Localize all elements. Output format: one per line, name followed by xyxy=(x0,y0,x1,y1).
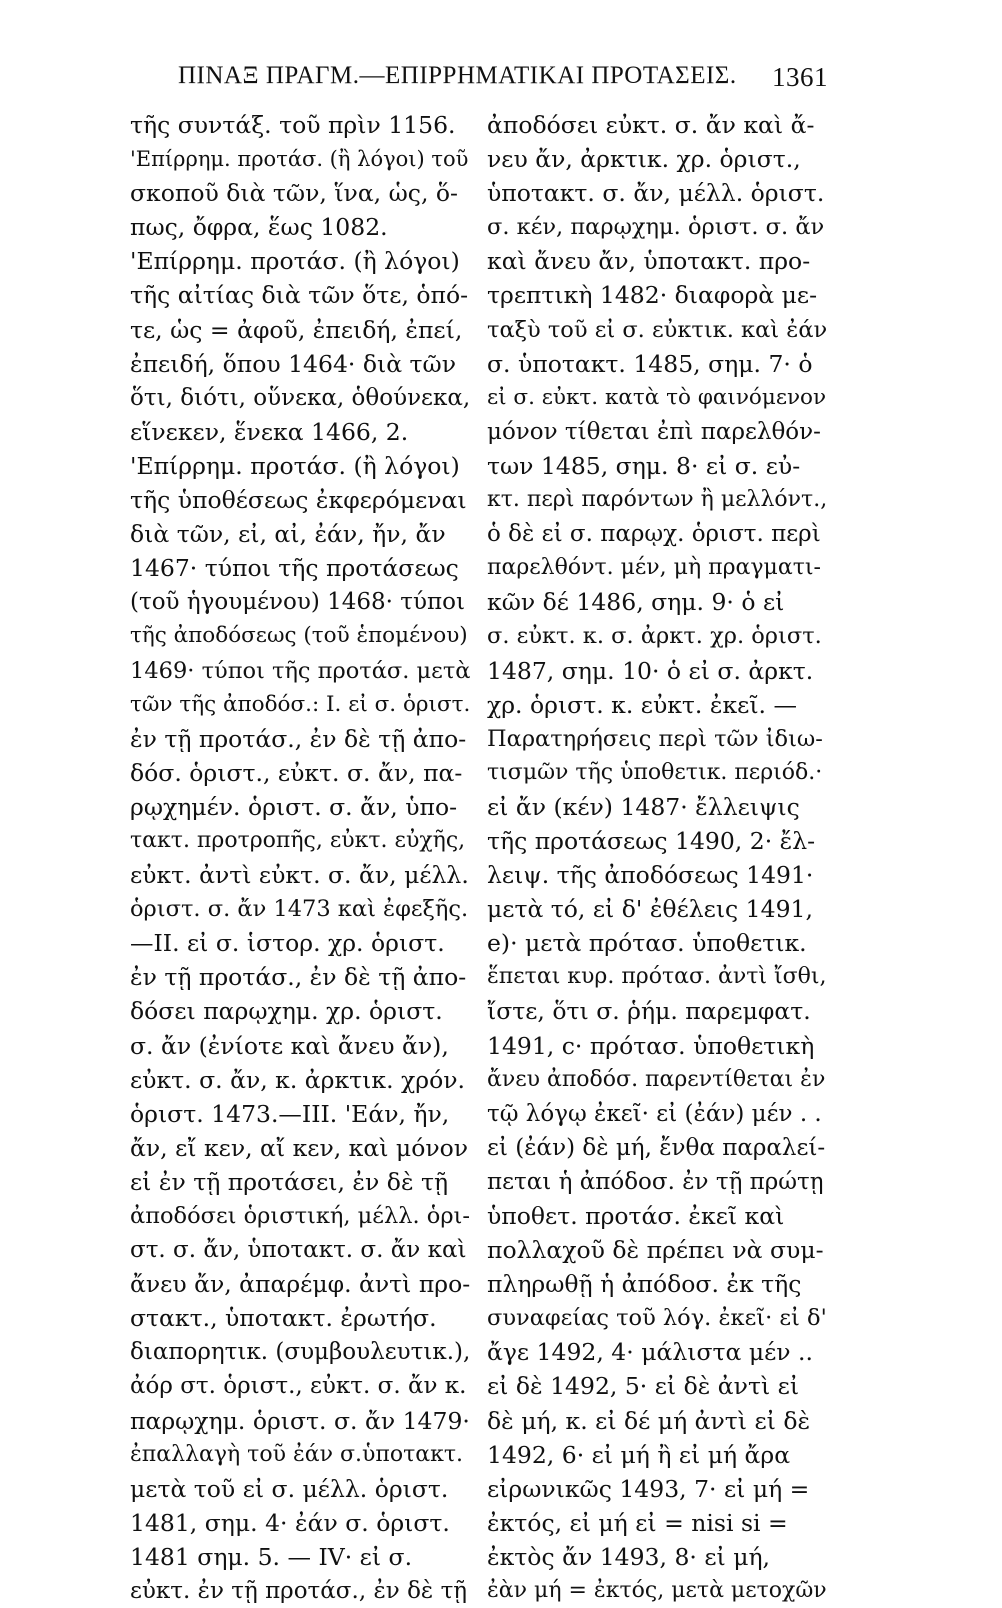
text-line: τῷ λόγῳ ἐκεῖ· εἰ (ἐάν) μέν . . xyxy=(487,1100,822,1127)
text-line: εἰρωνικῶς 1493, 7· εἰ μή = xyxy=(487,1474,810,1503)
text-line: εἰ σ. εὐκτ. κατὰ τὸ φαινόμενον xyxy=(487,384,827,410)
text-line: νευ ἄν, ἀρκτικ. χρ. ὁριστ., xyxy=(487,145,801,174)
text-line: μόνον τίθεται ἐπὶ παρελθόν- xyxy=(487,418,821,445)
text-line: ἐν τῇ προτάσ., ἐν δὲ τῇ ἀπο- xyxy=(130,963,467,992)
text-line: τῆς συντάξ. τοῦ πρὶν 1156. xyxy=(130,111,456,139)
text-line: δὲ μή, κ. εἰ δέ μή ἀντὶ εἰ δὲ xyxy=(487,1406,811,1435)
text-line: ἐὰν μή = ἐκτός, μετὰ μετοχῶν xyxy=(487,1578,827,1604)
text-line: σ. κέν, παρῳχημ. ὁριστ. σ. ἄν xyxy=(487,214,825,241)
text-line: στακτ., ὑποτακτ. ἐρωτήσ. xyxy=(130,1304,437,1333)
text-line: ἴστε, ὅτι σ. ῥήμ. παρεμφατ. xyxy=(487,997,811,1026)
text-line: εὐκτ. σ. ἄν, κ. ἀρκτικ. χρόν. xyxy=(130,1065,465,1094)
text-line: τε, ὡς = ἀφοῦ, ἐπειδή, ἐπεί, xyxy=(130,315,463,344)
running-title: ΠΙΝΑΞ ΠΡΑΓΜ.—ΕΠΙΡΡΗΜΑΤΙΚΑΙ ΠΡΟΤΑΣΕΙΣ. xyxy=(178,62,737,89)
left-column xyxy=(130,108,470,1608)
text-line: σκοποῦ διὰ τῶν, ἵνα, ὡς, ὅ- xyxy=(130,179,458,208)
text-line: λειψ. τῆς ἀποδόσεως 1491· xyxy=(487,861,814,890)
text-line: κτ. περὶ παρόντων ἢ μελλόντ., xyxy=(487,487,828,513)
text-line: τισμῶν τῆς ὑποθετικ. περιόδ.· xyxy=(487,759,823,785)
text-line: εὐκτ. ἀντὶ εὐκτ. σ. ἄν, μέλλ. xyxy=(130,861,469,890)
page-number: 1361 xyxy=(772,62,828,92)
text-line: καὶ ἄνευ ἄν, ὑποτακτ. προ- xyxy=(487,247,811,276)
text-line: ὁριστ. 1473.—III. 'Εάν, ἤν, xyxy=(130,1099,450,1128)
text-line: παρελθόντ. μέν, μὴ πραγματι- xyxy=(487,555,821,581)
text-line: ὅτι, διότι, οὕνεκα, ὁθούνεκα, xyxy=(130,384,471,411)
text-line: ρῳχημέν. ὁριστ. σ. ἄν, ὑπο- xyxy=(130,792,458,821)
text-line: ἐπαλλαγὴ τοῦ ἐάν σ.ὑποτακτ. xyxy=(130,1441,464,1467)
right-column xyxy=(487,108,827,1608)
text-line: εὐκτ. ἐν τῇ προτάσ., ἐν δὲ τῇ xyxy=(130,1578,468,1605)
text-line: των 1485, σημ. 8· εἰ σ. εὐ- xyxy=(487,451,801,480)
text-line: ἀποδόσει ὁριστική, μέλλ. ὁρι- xyxy=(130,1203,470,1229)
text-line: —II. εἰ σ. ἱστορ. χρ. ὁριστ. xyxy=(130,929,445,958)
text-line: χρ. ὁριστ. κ. εὐκτ. ἐκεῖ. — xyxy=(487,690,797,719)
text-line: 1467· τύποι τῆς προτάσεως xyxy=(130,554,459,583)
text-line: 1487, σημ. 10· ὁ εἰ σ. ἀρκτ. xyxy=(487,656,814,685)
text-line: ὑποτακτ. σ. ἄν, μέλλ. ὁριστ. xyxy=(487,179,825,208)
text-line: σ. ὑποτακτ. 1485, σημ. 7· ὁ xyxy=(487,349,813,378)
text-line: εἰ δὲ 1492, 5· εἰ δὲ ἀντὶ εἰ xyxy=(487,1372,800,1401)
text-line: 'Επίρρημ. προτάσ. (ἢ λόγοι) xyxy=(130,451,460,480)
text-line: δόσ. ὁριστ., εὐκτ. σ. ἄν, πα- xyxy=(130,758,463,787)
text-line: διὰ τῶν, εἰ, αἰ, ἐάν, ἤν, ἄν xyxy=(130,520,446,549)
text-line: ταξὺ τοῦ εἰ σ. εὐκτικ. καὶ ἐάν xyxy=(487,316,828,343)
text-line: ἄνευ ἀποδόσ. παρεντίθεται ἐν xyxy=(487,1066,826,1092)
text-line: 1481, σημ. 4· ἐάν σ. ὁριστ. xyxy=(130,1508,450,1537)
text-line: τῆς ἀποδόσεως (τοῦ ἑπομένου) xyxy=(130,623,468,649)
text-line: στ. σ. ἄν, ὑποτακτ. σ. ἄν καὶ xyxy=(130,1237,467,1264)
text-line: ἀόρ στ. ὁριστ., εὐκτ. σ. ἄν κ. xyxy=(130,1373,467,1400)
text-line: εἰ (ἐάν) δὲ μή, ἔνθα παραλεί- xyxy=(487,1134,826,1161)
text-line: ὑποθετ. προτάσ. ἐκεῖ καὶ xyxy=(487,1202,785,1230)
text-line: 'Επίρρημ. προτάσ. (ἢ λόγοι) τοῦ xyxy=(130,147,469,172)
text-line: (τοῦ ἡγουμένου) 1468· τύποι xyxy=(130,589,465,616)
text-line: εἰ ἐν τῇ προτάσει, ἐν δὲ τῇ xyxy=(130,1167,449,1196)
page-header xyxy=(178,62,828,102)
text-line: διαπορητικ. (συμβουλευτικ.), xyxy=(130,1339,471,1366)
text-line: τρεπτικὴ 1482· διαφορὰ με- xyxy=(487,281,818,310)
text-line: 1469· τύποι τῆς προτάσ. μετὰ xyxy=(130,657,471,684)
text-line: e)· μετὰ πρότασ. ὑποθετικ. xyxy=(487,929,807,958)
text-line: κῶν δέ 1486, σημ. 9· ὁ εἰ xyxy=(487,588,785,617)
text-line: σ. ἄν (ἐνίοτε καὶ ἄνευ ἄν), xyxy=(130,1031,449,1060)
text-line: πεται ἡ ἀπόδοσ. ἐν τῇ πρώτῃ xyxy=(487,1168,824,1195)
text-line: τῆς προτάσεως 1490, 2· ἔλ- xyxy=(487,826,816,855)
text-line: ἄγε 1492, 4· μάλιστα μέν .. xyxy=(487,1338,813,1367)
text-line: σ. εὐκτ. κ. σ. ἀρκτ. χρ. ὁριστ. xyxy=(487,623,822,650)
text-line: ἐκτὸς ἄν 1493, 8· εἰ μή, xyxy=(487,1542,771,1571)
text-line: ἐν τῇ προτάσ., ἐν δὲ τῇ ἀπο- xyxy=(130,724,467,753)
text-line: 1481 σημ. 5. — IV· εἰ σ. xyxy=(130,1542,413,1571)
text-line: Παρατηρήσεις περὶ τῶν ἰδιω- xyxy=(487,725,823,752)
text-line: τακτ. προτροπῆς, εὐκτ. εὐχῆς, xyxy=(130,827,466,853)
text-line: πληρωθῇ ἡ ἀπόδοσ. ἐκ τῆς xyxy=(487,1270,802,1299)
text-line: ὁ δὲ εἰ σ. παρῳχ. ὁριστ. περὶ xyxy=(487,521,821,548)
text-line: ὁριστ. σ. ἄν 1473 καὶ ἐφεξῆς. xyxy=(130,896,469,923)
text-line: εἵνεκεν, ἕνεκα 1466, 2. xyxy=(130,417,409,446)
text-line: δόσει παρῳχημ. χρ. ὁριστ. xyxy=(130,997,443,1026)
text-line: 'Επίρρημ. προτάσ. (ἢ λόγοι) xyxy=(130,247,460,276)
text-line: τῆς ὑποθέσεως ἐκφερόμεναι xyxy=(130,486,467,515)
text-line: ἕπεται κυρ. πρότασ. ἀντὶ ἴσθι, xyxy=(487,964,827,990)
text-line: ἄνευ ἄν, ἀπαρέμφ. ἀντὶ προ- xyxy=(130,1270,471,1299)
text-line: εἰ ἄν (κέν) 1487· ἔλλειψις xyxy=(487,792,800,821)
text-line: τῆς αἰτίας διὰ τῶν ὅτε, ὁπό- xyxy=(130,281,469,310)
text-line: πολλαχοῦ δὲ πρέπει νὰ συμ- xyxy=(487,1236,824,1265)
text-line: συναφείας τοῦ λόγ. ἐκεῖ· εἰ δ' xyxy=(487,1305,827,1332)
text-line: 1492, 6· εἰ μή ἢ εἰ μή ἄρα xyxy=(487,1440,791,1469)
text-line: ἐπειδή, ὅπου 1464· διὰ τῶν xyxy=(130,349,457,378)
text-line: πως, ὄφρα, ἕως 1082. xyxy=(130,213,388,242)
text-line: τῶν τῆς ἀποδόσ.: I. εἰ σ. ὁριστ. xyxy=(130,691,471,717)
text-line: μετὰ τό, εἰ δ' ἐθέλεις 1491, xyxy=(487,895,813,924)
text-line: μετὰ τοῦ εἰ σ. μέλλ. ὁριστ. xyxy=(130,1474,449,1503)
text-line: ἀποδόσει εὐκτ. σ. ἄν καὶ ἄ- xyxy=(487,111,815,139)
text-line: παρῳχημ. ὁριστ. σ. ἄν 1479· xyxy=(130,1406,470,1435)
text-line: 1491, c· πρότασ. ὑποθετικὴ xyxy=(487,1031,815,1060)
text-line: ἄν, εἴ κεν, αἴ κεν, καὶ μόνον xyxy=(130,1133,469,1162)
text-line: ἐκτός, εἰ μή εἰ = nisi si = xyxy=(487,1508,788,1537)
